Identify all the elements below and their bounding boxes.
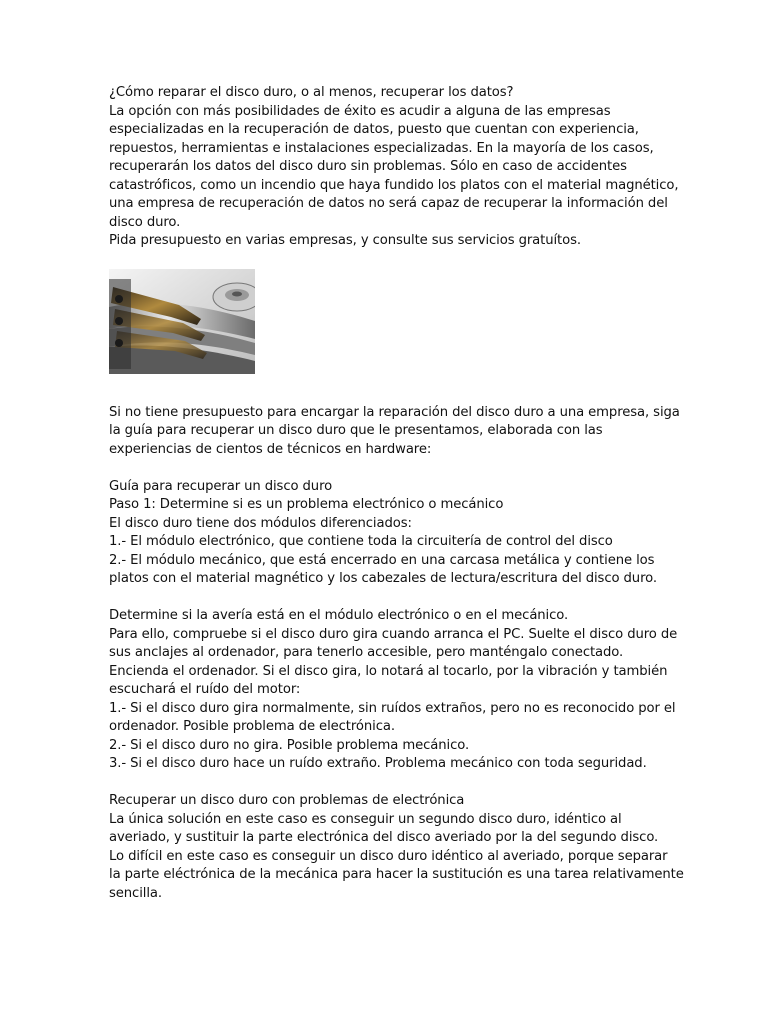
paragraph-line: El disco duro tiene dos módulos diferenciados: (109, 515, 412, 531)
document-page (109, 84, 684, 903)
electronics-section (109, 792, 684, 903)
paragraph-line: la guía para recuperar un disco duro que le presentamos, elaborada con las (109, 423, 603, 438)
guide-section (109, 478, 669, 589)
list-item: ordenador. Posible problema de electrónica. (109, 719, 395, 734)
paragraph-line: la parte eléctrónica de la mecánica para hacer la sustitución es una tarea relativamente (109, 867, 684, 882)
paragraph-line: Lo difícil en este caso es conseguir un disco duro idéntico al averiado, porque separar (109, 848, 668, 864)
list-item: 2.- El módulo mecánico, que está encerrado en una carcasa metálica y contiene los (109, 552, 655, 568)
paragraph-line: recuperarán los datos del disco duro sin problemas. Sólo en caso de accidentes (109, 159, 627, 174)
paragraph-line: experiencias de cientos de técnicos en hardware: (109, 441, 432, 457)
heading-question: ¿Cómo reparar el disco duro, o al menos, recuperar los datos? (109, 85, 514, 100)
section-heading: Recuperar un disco duro con problemas de electrónica (109, 793, 465, 808)
paragraph-line: disco duro. (109, 214, 181, 230)
list-item: platos con el material magnético y los cabezales de lectura/escritura del disco duro. (109, 571, 657, 586)
spacer (109, 774, 669, 793)
paragraph-line: Para ello, compruebe si el disco duro gira cuando arranca el PC. Suelte el disco duro de (109, 626, 678, 642)
paragraph-line: sus anclajes al ordenador, para tenerlo accesible, pero manténgalo conectado. (109, 645, 624, 660)
list-item: 3.- Si el disco duro hace un ruído extraño. Problema mecánico con toda seguridad. (109, 756, 647, 771)
paragraph-line: Si no tiene presupuesto para encargar la reparación del disco duro a una empresa, siga (109, 404, 680, 420)
hard-disk-image (109, 269, 255, 374)
spacer (109, 459, 669, 478)
list-item: 2.- Si el disco duro no gira. Posible problema mecánico. (109, 737, 470, 753)
paragraph-line: La opción con más posibilidades de éxito es acudir a alguna de las empresas (109, 103, 611, 119)
paragraph-line: escuchará el ruído del motor: (109, 682, 301, 697)
paragraph-line: Pida presupuesto en varias empresas, y consulte sus servicios gratuítos. (109, 233, 581, 248)
spacer (109, 589, 669, 608)
paragraph-line: una empresa de recuperación de datos no será capaz de recuperar la información del (109, 196, 668, 211)
paragraph-line: especializadas en la recuperación de datos, puesto que cuentan con experiencia, (109, 122, 639, 137)
budget-section (109, 404, 680, 460)
paragraph-line: averiado, y sustituir la parte electrónica del disco averiado por la del segundo disco. (109, 830, 659, 845)
intro-section (109, 84, 679, 251)
paragraph-line: catastróficos, como un incendio que haya fundido los platos con el material magnético, (109, 177, 679, 193)
paragraph-line: sencilla. (109, 885, 162, 901)
diagnosis-section (109, 607, 678, 774)
list-item: 1.- Si el disco duro gira normalmente, sin ruídos extraños, pero no es reconocido por el (109, 700, 676, 716)
paragraph-line: La única solución en este caso es conseguir un segundo disco duro, idéntico al (109, 811, 622, 827)
section-heading: Guía para recuperar un disco duro (109, 478, 333, 494)
list-item: 1.- El módulo electrónico, que contiene toda la circuitería de control del disco (109, 534, 613, 549)
hard-disk-photo (109, 269, 255, 374)
paragraph-line: Determine si la avería está en el módulo electrónico o en el mecánico. (109, 608, 569, 623)
paragraph-line: repuestos, herramientas e instalaciones especializadas. En la mayoría de los casos, (109, 140, 654, 156)
paragraph-line: Encienda el ordenador. Si el disco gira, lo notará al tocarlo, por la vibración y también (109, 663, 668, 679)
step-heading: Paso 1: Determine si es un problema electrónico o mecánico (109, 497, 504, 512)
